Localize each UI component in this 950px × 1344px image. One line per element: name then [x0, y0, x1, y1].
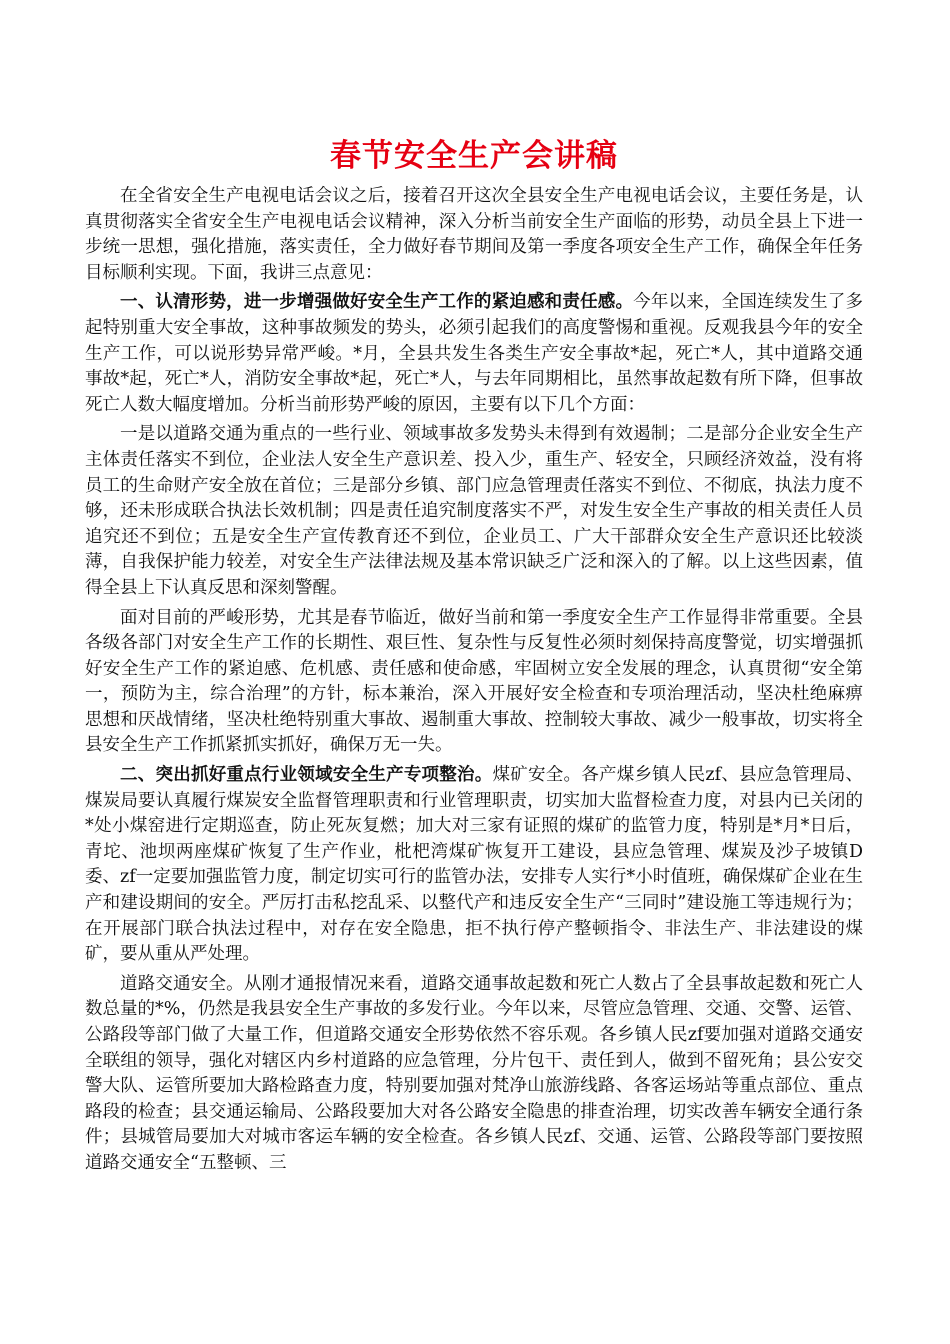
- paragraph-road-safety: [85, 972, 863, 1177]
- paragraph-section-one: [85, 290, 863, 418]
- section-heading-one: 一、认清形势，进一步增强做好安全生产工作的紧迫感和责任感。: [120, 292, 634, 313]
- section-heading-two: 二、突出抓好重点行业领域安全生产专项整治。: [120, 765, 493, 786]
- paragraph-text: 面对目前的严峻形势，尤其是春节临近，做好当前和第一季度安全生产工作显得非常重要。全县各级各部门对安全生产工作的长期性、艰巨性、复杂性与反复性必须时刻保持高度警觉，切实增强抓好安全生产工作的紧迫感、危机感、责任感和使命感，牢固树立安全发展的理念，认真贯彻“安全第一，预防为主，综合治理”的方针，标本兼治，深入开展好安全检查和专项治理活动，坚决杜绝麻痹思想和厌战情绪，坚决杜绝特别重大事故、遏制重大事故、控制较大事故、减少一般事故，切实将全县安全生产工作抓紧抓实抓好，确保万无一失。: [85, 607, 863, 756]
- paragraph-text: 道路交通安全。从刚才通报情况来看，道路交通事故起数和死亡人数占了全县事故起数和死亡人数总量的*%，仍然是我县安全生产事故的多发行业。今年以来，尽管应急管理、交通、交警、运管、公路段等部门做了大量工作，但道路交通安全形势依然不容乐观。各乡镇人民zf要加强对道路交通安全联组的领导，强化对辖区内乡村道路的应急管理，分片包干、责任到人，做到不留死角；县公安交警大队、运管所要加大路检路查力度，特别要加强对梵净山旅游线路、各客运场站等重点部位、重点路段的检查；县交通运输局、公路段要加大对各公路安全隐患的排查治理，切实改善车辆安全通行条件；县城管局要加大对城市客运车辆的安全检查。各乡镇人民zf、交通、运管、公路段等部门要按照道路交通安全“五整顿、三: [85, 973, 863, 1173]
- paragraph-section-two: [85, 763, 863, 968]
- paragraph-text: 今年以来，全国连续发生了多起特别重大安全事故，这种事故频发的势头，必须引起我们的高度警惕和重视。反观我县今年的安全生产工作，可以说形势异常严峻。*月，全县共发生各类生产安全事故*起，死亡*人，其中道路交通事故*起，死亡*人，消防安全事故*起，死亡*人，与去年同期相比，虽然事故起数有所下降，但事故死亡人数大幅度增加。分析当前形势严峻的原因，主要有以下几个方面：: [85, 292, 863, 415]
- paragraph-response: [85, 606, 863, 760]
- paragraph-text: 一是以道路交通为重点的一些行业、领域事故多发势头未得到有效遏制；二是部分企业安全生产主体责任落实不到位，企业法人安全生产意识差、投入少，重生产、轻安全，只顾经济效益，没有将员工的生命财产安全放在首位；三是部分乡镇、部门应急管理责任落实不到位、不彻底，执法力度不够，还未形成联合执法长效机制；四是责任追究制度落实不严，对发生安全生产事故的相关责任人员追究还不到位；五是安全生产宣传教育还不到位，企业员工、广大干部群众安全生产意识还比较淡薄，自我保护能力较差，对安全生产法律法规及基本常识缺乏广泛和深入的了解。以上这些因素，值得全县上下认真反思和深刻警醒。: [85, 424, 863, 598]
- document-title: 春节安全生产会讲稿: [330, 138, 618, 174]
- paragraph-causes: [85, 422, 863, 601]
- document-page: [85, 128, 863, 1181]
- paragraph-intro: [85, 184, 863, 286]
- paragraph-text: 在全省安全生产电视电话会议之后，接着召开这次全县安全生产电视电话会议，主要任务是，认真贯彻落实全省安全生产电视电话会议精神，深入分析当前安全生产面临的形势，动员全县上下进一步统一思想，强化措施，落实责任，全力做好春节期间及第一季度各项安全生产工作，确保全年任务目标顺利实现。下面，我讲三点意见：: [85, 186, 863, 283]
- paragraph-text: 煤矿安全。各产煤乡镇人民zf、县应急管理局、煤炭局要认真履行煤炭安全监督管理职责和行业管理职责，切实加大监督检查力度，对县内已关闭的*处小煤窑进行定期巡查，防止死灰复燃；加大对三家有证照的煤矿的监管力度，特别是*月*日后，青坨、池坝两座煤矿恢复了生产作业，枇杷湾煤矿恢复开工建设，县应急管理、煤炭及沙子坡镇D委、zf一定要加强监管力度，制定切实可行的监管办法，安排专人实行*小时值班，确保煤矿企业在生产和建设期间的安全。严厉打击私挖乱采、以整代产和违反安全生产“三同时”建设施工等违规行为；在开展部门联合执法过程中，对存在安全隐患，拒不执行停产整顿指令、非法生产、非法建设的煤矿，要从重从严处理。: [85, 765, 864, 965]
